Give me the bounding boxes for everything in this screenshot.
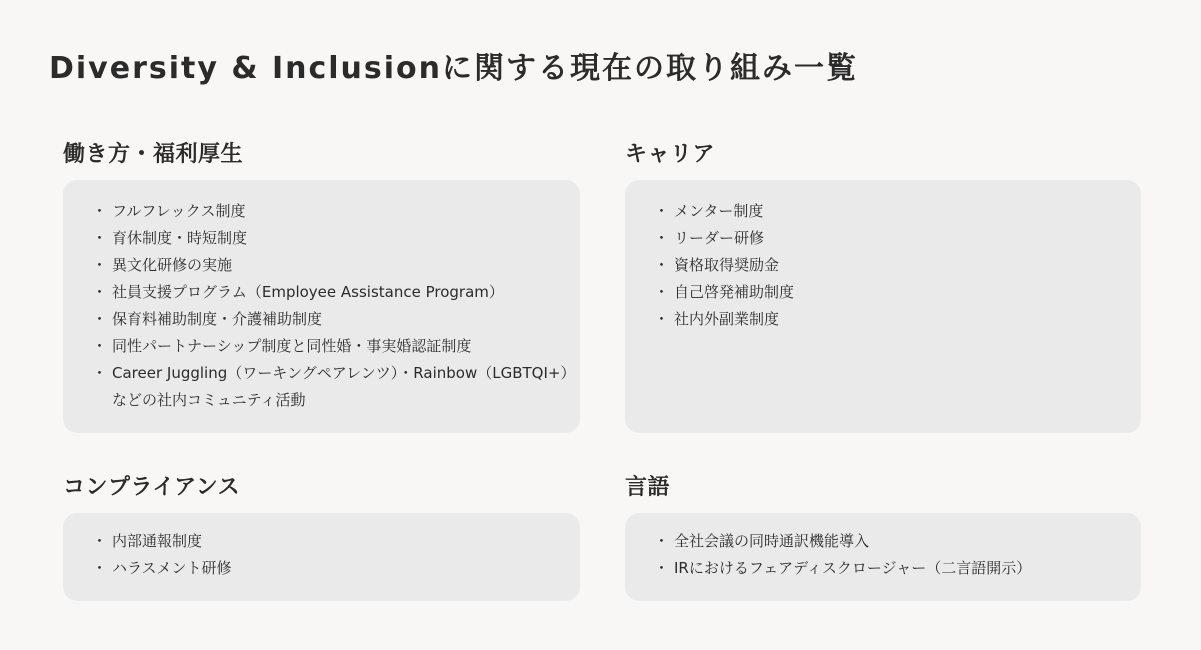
list-item: ・ ハラスメント研修 [100, 555, 580, 582]
section-compliance [63, 473, 240, 503]
section-career [625, 140, 715, 170]
list-item: ・ 異文化研修の実施 [100, 252, 580, 279]
list-item: ・ リーダー研修 [662, 225, 1141, 252]
list-item: ・ メンター制度 [662, 198, 1141, 225]
list-item: ・ 内部通報制度 [100, 528, 580, 555]
list-item: ・ 同性パートナーシップ制度と同性婚・事実婚認証制度 [100, 333, 580, 360]
page-title: Diversity & Inclusionに関する現在の取り組み一覧 [49, 51, 859, 86]
career-card [625, 180, 1141, 433]
career-list [662, 198, 1141, 333]
compliance-list [100, 528, 580, 582]
list-item: ・ IRにおけるフェアディスクロージャー（二言語開示） [662, 555, 1141, 582]
section-language [625, 473, 670, 503]
list-item: ・ 資格取得奨励金 [662, 252, 1141, 279]
section-title: コンプライアンス [63, 475, 241, 500]
language-list [662, 528, 1141, 582]
language-card [625, 513, 1141, 601]
list-item: ・ 社内外副業制度 [662, 306, 1141, 333]
work-style-benefits-card [63, 180, 580, 433]
list-item: ・ 保育料補助制度・介護補助制度 [100, 306, 580, 333]
work-style-benefits-list [100, 198, 580, 414]
list-item: ・ 全社会議の同時通訳機能導入 [662, 528, 1141, 555]
section-title: 言語 [625, 475, 671, 500]
list-item: ・ 育休制度・時短制度 [100, 225, 580, 252]
compliance-card [63, 513, 580, 601]
list-item: ・ 社員支援プログラム（Employee Assistance Program） [100, 279, 580, 306]
section-work-style-benefits [63, 140, 243, 170]
list-item: ・ 自己啓発補助制度 [662, 279, 1141, 306]
list-item: ・ フルフレックス制度 [100, 198, 580, 225]
list-item: ・ Career Juggling（ワーキングペアレンツ）・Rainbow（LGBTQI+） などの社内コミュニティ活動 [100, 360, 580, 414]
section-title: キャリア [625, 142, 716, 167]
section-title: 働き方・福利厚生 [63, 142, 244, 167]
